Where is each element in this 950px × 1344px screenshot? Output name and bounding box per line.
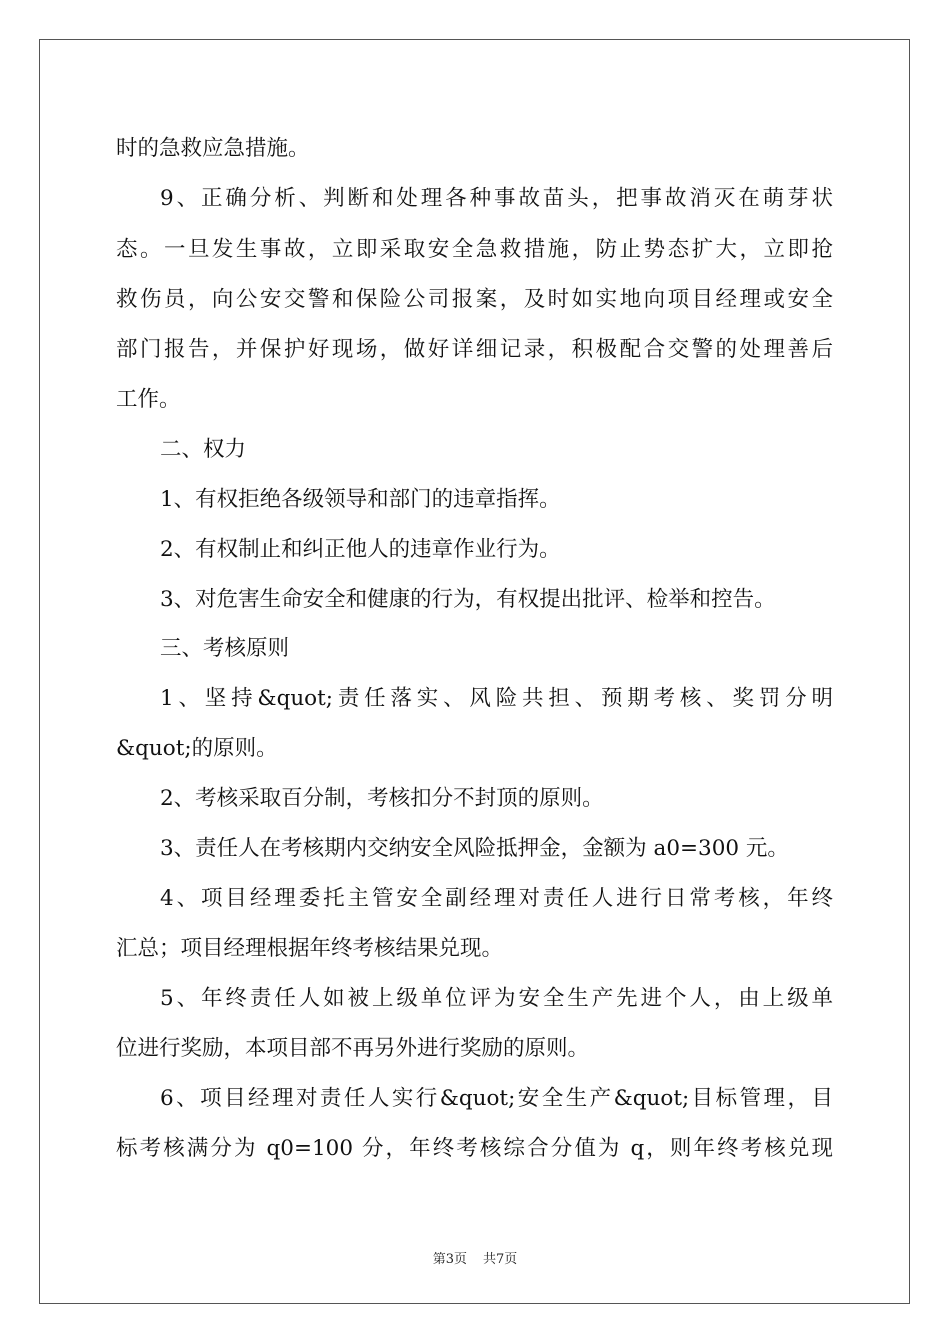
body-line-17: 汇总；项目经理根据年终考核结果兑现。 <box>116 936 504 961</box>
page-number: 第3页 <box>432 1252 467 1267</box>
body-line-16: 4、项目经理委托主管安全副经理对责任人进行日常考核，年终 <box>160 886 833 911</box>
body-line-13: &quot;的原则。 <box>116 736 278 761</box>
body-line-15: 3、责任人在考核期内交纳安全风险抵押金，金额为 a0=300 元。 <box>160 836 789 861</box>
page-footer <box>0 1248 950 1267</box>
body-line-4: 救伤员，向公安交警和保险公司报案，及时如实地向项目经理或安全 <box>116 287 833 312</box>
body-line-5: 部门报告，并保护好现场，做好详细记录，积极配合交警的处理善后 <box>116 337 833 362</box>
body-line-14: 2、考核采取百分制，考核扣分不封顶的原则。 <box>160 786 604 811</box>
body-line-20: 6、项目经理对责任人实行&quot;安全生产&quot;目标管理，目 <box>160 1086 833 1111</box>
body-line-8: 1、有权拒绝各级领导和部门的违章指挥。 <box>160 487 561 512</box>
body-line-18: 5、年终责任人如被上级单位评为安全生产先进个人，由上级单 <box>160 986 833 1011</box>
body-line-21: 标考核满分为 q0=100 分，年终考核综合分值为 q，则年终考核兑现 <box>116 1136 833 1161</box>
section-heading-assessment: 三、考核原则 <box>160 636 290 661</box>
body-line-1: 时的急救应急措施。 <box>116 136 310 161</box>
body-line-6: 工作。 <box>116 387 181 412</box>
page-border <box>39 39 910 1304</box>
body-line-3: 态。一旦发生事故，立即采取安全急救措施，防止势态扩大，立即抢 <box>116 237 833 262</box>
body-line-10: 3、对危害生命安全和健康的行为，有权提出批评、检举和控告。 <box>160 587 776 612</box>
section-heading-rights: 二、权力 <box>160 437 247 462</box>
body-line-19: 位进行奖励，本项目部不再另外进行奖励的原则。 <box>116 1036 590 1061</box>
page-total: 共7页 <box>483 1252 518 1267</box>
body-line-12: 1、坚持&quot;责任落实、风险共担、预期考核、奖罚分明 <box>160 686 833 711</box>
body-line-2: 9、正确分析、判断和处理各种事故苗头，把事故消灭在萌芽状 <box>160 186 833 211</box>
body-line-9: 2、有权制止和纠正他人的违章作业行为。 <box>160 537 561 562</box>
